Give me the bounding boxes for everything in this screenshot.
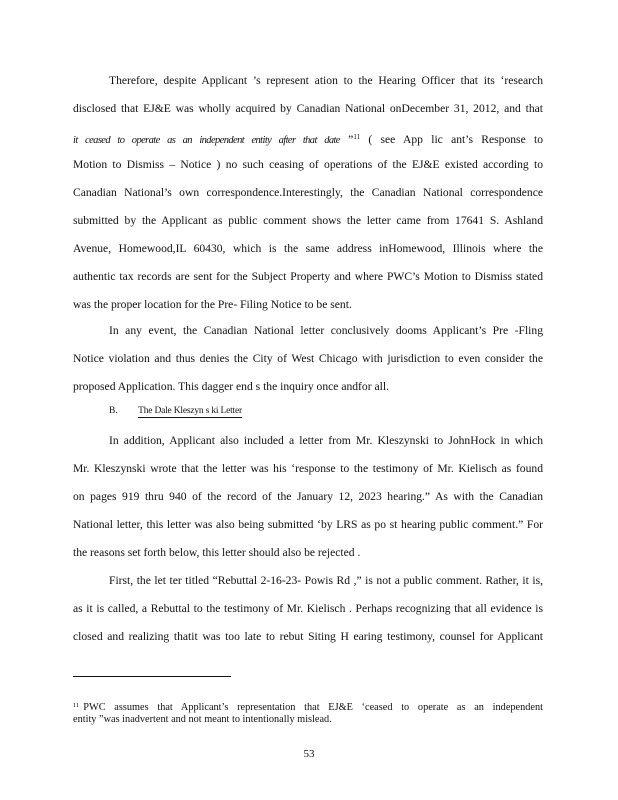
body-line: as it is called, a Rebuttal to the testimony of Mr. Kielisch . Perhaps recognizing that all evidence is — [73, 602, 543, 615]
footnote-line: entity ”was inadvertent and not meant to intentionally mislead. — [73, 714, 332, 725]
body-text: ( see App lic ant’s Response to — [368, 133, 544, 146]
body-line: Canadian National’s own correspondence.Interestingly, the Canadian National correspondence — [73, 186, 543, 199]
footnote-mark: 11 — [73, 702, 80, 709]
body-line: proposed Application. This dagger end s the inquiry once andfor all. — [73, 380, 389, 393]
footnote-separator — [73, 676, 231, 677]
body-line-mixed: it ceased to operate as an independent entity after that date ”$^{11}$ ( see App lic ant’s Response to — [73, 133, 544, 146]
body-line: Notice violation and thus denies the City of West Chicago with jurisdiction to even consider the — [73, 352, 543, 365]
footnote-text: PWC assumes that Applicant’s representation that EJ&E ‘ceased to operate as an independent — [83, 702, 543, 713]
body-line: Therefore, despite Applicant ’s represent ation to the Hearing Officer that its ‘research — [109, 74, 543, 87]
body-line: closed and realizing thatit was too late to rebut Siting H earing testimony, counsel for Applicant — [73, 630, 543, 643]
body-line: First, the let ter titled “Rebuttal 2-16-23- Powis Rd ,” is not a public comment. Rather, it is, — [109, 574, 543, 587]
body-line: National letter, this letter was also being submitted ‘by LRS as po st hearing public comment.” For — [73, 518, 543, 531]
body-line: on pages 919 thru 940 of the record of the January 12, 2023 hearing.” As with the Canadian — [73, 490, 543, 503]
body-line: Motion to Dismiss – Notice ) no such ceasing of operations of the EJ&E existed according to — [73, 158, 543, 171]
body-line: Mr. Kleszynski wrote that the letter was his ‘response to the testimony of Mr. Kielisch as found — [73, 462, 543, 475]
body-line: Avenue, Homewood,IL 60430, which is the same address inHomewood, Illinois where the — [73, 242, 543, 255]
body-line: the reasons set forth below, this letter should also be rejected . — [73, 546, 361, 559]
section-heading — [109, 406, 242, 418]
body-line: submitted by the Applicant as public comment shows the letter came from 17641 S. Ashland — [73, 214, 543, 227]
section-title: The Dale Kleszyn s ki Letter — [138, 406, 242, 416]
page-number: 53 — [303, 748, 315, 760]
body-line: In any event, the Canadian National letter conclusively dooms Applicant’s Pre -Fling — [109, 324, 543, 337]
footnote-line — [73, 699, 543, 714]
body-line: In addition, Applicant also included a letter from Mr. Kleszynski to JohnHock in which — [109, 434, 543, 447]
body-line: disclosed that EJ&E was wholly acquired by Canadian National onDecember 31, 2012, and that — [73, 102, 543, 115]
body-line: was the proper location for the Pre- Filing Notice to be sent. — [73, 298, 352, 311]
italic-quote: it ceased to operate as an independent entity after that date — [73, 135, 340, 146]
body-line: authentic tax records are sent for the Subject Property and where PWC’s Motion to Dismiss stated — [73, 270, 543, 283]
footnote-ref: 11 — [353, 133, 361, 141]
section-letter: B. — [109, 406, 118, 416]
